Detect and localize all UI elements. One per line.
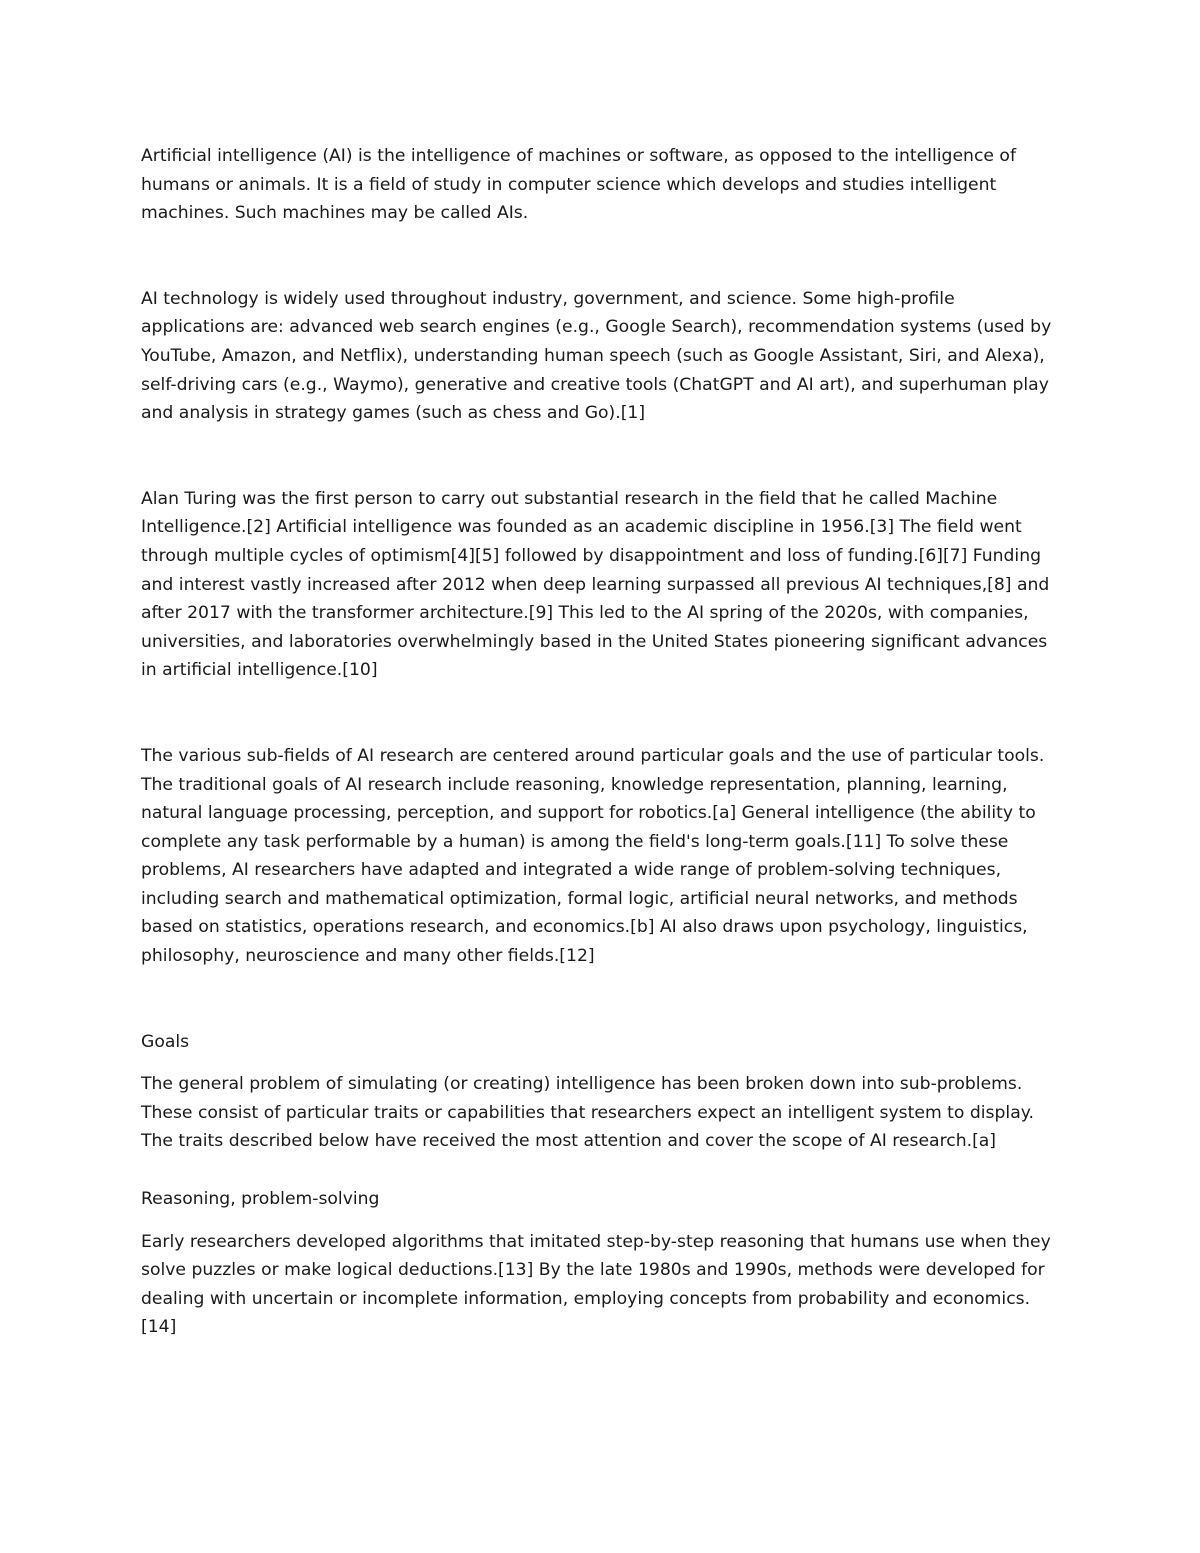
heading-goals: Goals [141, 1031, 190, 1052]
paragraph-goals: The general problem of simulating (or creating) intelligence has been broken down into sub-problems. These consist of particular traits or capabilities that researchers expect an intelligent system to display. The traits described below have received the most attention and cover the scope of AI research.[a] [141, 1074, 1034, 1152]
heading-spacer [141, 1056, 1061, 1070]
paragraph-spacer [141, 685, 1061, 742]
paragraph-reasoning: Early researchers developed algorithms that imitated step-by-step reasoning that humans use when they solve puzzles or make logical deductions.[13] By the late 1980s and 1990s, methods were developed for dealing with uncertain or incomplete information, employing concepts from probability and economics.[14] [141, 1231, 1051, 1338]
paragraph-spacer [141, 971, 1061, 1028]
paragraph-ai-subfields: The various sub-fields of AI research are centered around particular goals and the use of particular tools. The traditional goals of AI research include reasoning, knowledge representation, planning, learning, natural language processing, perception, and support for robotics.[a] General intelligence (the ability to complete any task performable by a human) is among the field's long-term goals.[11] To solve these problems, AI researchers have adapted and integrated a wide range of problem-solving techniques, including search and mathematical optimization, formal logic, artificial neural networks, and methods based on statistics, operations research, and economics.[b] AI also draws upon psychology, linguistics, philosophy, neuroscience and many other fields.[12] [141, 745, 1045, 967]
paragraph-ai-applications: AI technology is widely used throughout industry, government, and science. Some high-profile applications are: advanced web search engines (e.g., Google Search), recommendation systems (used by YouTube, Amazon, and Netflix), understanding human speech (such as Google Assistant, Siri, and Alexa), self-driving cars (e.g., Waymo), generative and creative tools (ChatGPT and AI art), and superhuman play and analysis in strategy games (such as chess and Go).[1] [141, 288, 1052, 424]
paragraph-spacer [141, 428, 1061, 485]
paragraph-spacer [141, 228, 1061, 285]
paragraph-spacer [141, 1156, 1061, 1185]
heading-reasoning: Reasoning, problem-solving [141, 1189, 380, 1210]
paragraph-ai-definition: Artificial intelligence (AI) is the intelligence of machines or software, as opposed to the intelligence of humans or animals. It is a field of study in computer science which develops and studies intelligent machines. Such machines may be called AIs. [141, 146, 1016, 224]
heading-spacer [141, 1214, 1061, 1228]
document-body [141, 142, 1061, 1342]
paragraph-ai-history: Alan Turing was the first person to carry out substantial research in the field that he called Machine Intelligence.[2] Artificial intelligence was founded as an academic discipline in 1956.[3] The field went through multiple cycles of optimism[4][5] followed by disappointment and loss of funding.[6][7] Funding and interest vastly increased after 2012 when deep learning surpassed all previous AI techniques,[8] and after 2017 with the transformer architecture.[9] This led to the AI spring of the 2020s, with companies, universities, and laboratories overwhelmingly based in the United States pioneering significant advances in artificial intelligence.[10] [141, 488, 1050, 681]
